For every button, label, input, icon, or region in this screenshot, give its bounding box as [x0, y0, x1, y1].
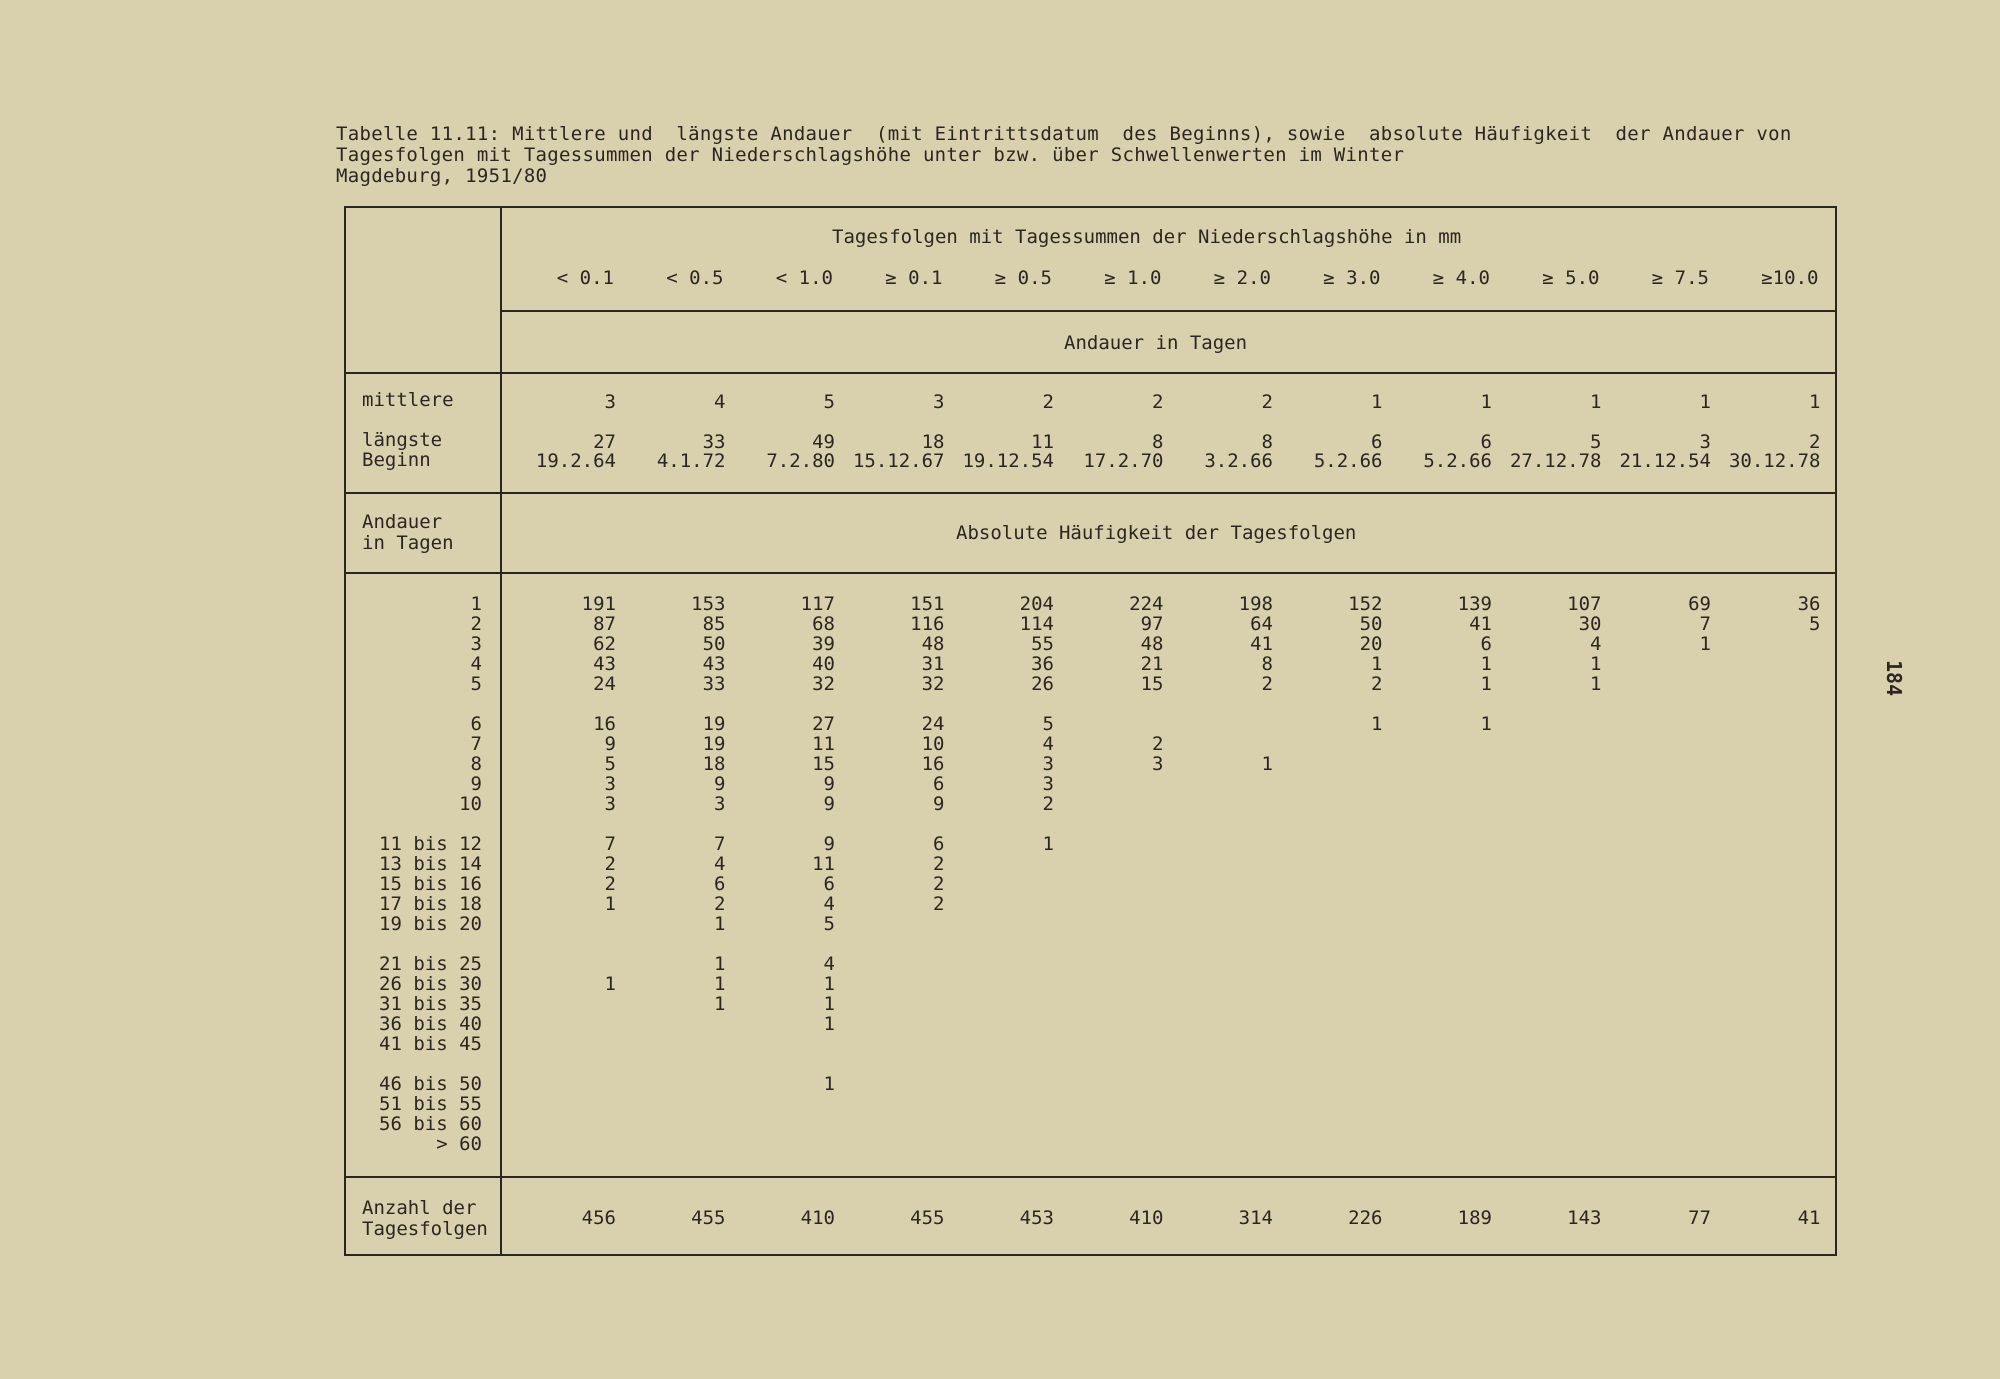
table-cell: 15 [812, 753, 835, 775]
mittlere-value: 2 [1261, 391, 1273, 413]
stats-divider [346, 492, 1835, 494]
total-value: 410 [800, 1207, 835, 1229]
duration-label: 5 [470, 673, 482, 695]
totals-label-2: Tagesfolgen [362, 1218, 488, 1240]
table-cell: 97 [1140, 613, 1164, 635]
total-value: 143 [1567, 1207, 1602, 1229]
laengste-value: 8 [1261, 431, 1273, 453]
table-cell: 3 [604, 773, 616, 795]
table-cell: 55 [1031, 633, 1054, 655]
beginn-value: 19.12.54 [962, 450, 1054, 472]
mittlere-value: 3 [604, 391, 616, 413]
table-cell: 198 [1238, 593, 1273, 615]
table-cell: 1 [604, 973, 616, 995]
table-cell: 87 [593, 613, 616, 635]
table-cell: 1 [1371, 713, 1383, 735]
table-cell: 3 [714, 793, 726, 815]
total-value: 410 [1129, 1207, 1164, 1229]
unit-title: Andauer in Tagen [1064, 332, 1248, 354]
table-cell: 2 [1371, 673, 1383, 695]
total-value: 226 [1348, 1207, 1383, 1229]
table-cell: 36 [1031, 653, 1054, 675]
column-header: ≥ 1.0 [1104, 267, 1162, 289]
table-cell: 43 [593, 653, 616, 675]
table-cell: 2 [933, 873, 945, 895]
table-cell: 24 [921, 713, 945, 735]
laengste-value: 27 [593, 431, 616, 453]
laengste-value: 6 [1480, 431, 1492, 453]
table-cell: 153 [691, 593, 726, 615]
beginn-value: 5.2.66 [1313, 450, 1383, 472]
table-cell: 5 [1809, 613, 1821, 635]
table-cell: 1 [714, 993, 726, 1015]
total-value: 41 [1797, 1207, 1821, 1229]
duration-label: 7 [470, 733, 482, 755]
table-cell: 152 [1348, 593, 1383, 615]
table-cell: 9 [714, 773, 726, 795]
table-cell: 1 [823, 1013, 835, 1035]
column-header: < 1.0 [775, 267, 833, 289]
laengste-value: 33 [702, 431, 726, 453]
table-cell: 204 [1019, 593, 1054, 615]
beginn-value: 27.12.78 [1509, 450, 1602, 472]
table-cell: 3 [604, 793, 616, 815]
table-cell: 1 [1480, 713, 1492, 735]
table-cell: 107 [1567, 593, 1602, 615]
table-cell: 114 [1019, 613, 1054, 635]
beginn-value: 19.2.64 [535, 450, 616, 472]
table-cell: 32 [921, 673, 945, 695]
total-value: 455 [910, 1207, 945, 1229]
totals-label-1: Anzahl der [362, 1197, 477, 1219]
duration-label: > 60 [436, 1133, 482, 1155]
table-cell: 11 [812, 853, 835, 875]
table-cell: 4 [1590, 633, 1602, 655]
duration-label: 56 bis 60 [379, 1113, 482, 1135]
data-table [344, 206, 1837, 1256]
table-cell: 50 [702, 633, 726, 655]
duration-label: 11 bis 12 [379, 833, 482, 855]
table-cell: 10 [921, 733, 945, 755]
table-cell: 3 [1042, 773, 1054, 795]
table-cell: 4 [1042, 733, 1054, 755]
column-header: ≥ 0.5 [994, 267, 1052, 289]
header-divider-2 [346, 372, 1835, 374]
freq-row-label-2: in Tagen [362, 532, 454, 554]
table-cell: 2 [933, 893, 945, 915]
freq-header-divider [346, 572, 1835, 574]
table-cell: 116 [910, 613, 945, 635]
table-cell: 5 [1042, 713, 1054, 735]
table-cell: 9 [604, 733, 616, 755]
table-cell: 19 [702, 733, 726, 755]
table-cell: 26 [1031, 673, 1054, 695]
table-cell: 4 [714, 853, 726, 875]
table-cell: 1 [1480, 653, 1492, 675]
beginn-value: 7.2.80 [766, 450, 835, 472]
mittlere-value: 1 [1590, 391, 1602, 413]
beginn-value: 15.12.67 [852, 450, 945, 472]
group-title: Tagesfolgen mit Tagessummen der Niederschlagshöhe in mm [832, 226, 1462, 248]
table-cell: 18 [702, 753, 726, 775]
table-cell: 5 [823, 913, 835, 935]
table-cell: 1 [1590, 653, 1602, 675]
table-cell: 7 [604, 833, 616, 855]
beginn-value: 3.2.66 [1204, 450, 1273, 472]
freq-row-label-1: Andauer [362, 511, 443, 533]
table-cell: 139 [1457, 593, 1492, 615]
table-cell: 2 [1152, 733, 1164, 755]
duration-label: 36 bis 40 [379, 1013, 482, 1035]
table-cell: 2 [604, 853, 616, 875]
table-cell: 4 [823, 893, 835, 915]
table-cell: 6 [933, 773, 945, 795]
beginn-value: 30.12.78 [1728, 450, 1821, 472]
total-value: 456 [581, 1207, 616, 1229]
duration-label: 51 bis 55 [379, 1093, 482, 1115]
total-value: 189 [1457, 1207, 1492, 1229]
totals-divider [346, 1176, 1835, 1178]
total-value: 77 [1688, 1207, 1711, 1229]
table-cell: 7 [714, 833, 726, 855]
mittlere-value: 1 [1699, 391, 1711, 413]
table-cell: 1 [714, 973, 726, 995]
mittlere-label: mittlere [362, 389, 454, 411]
mittlere-value: 4 [714, 391, 726, 413]
table-cell: 20 [1359, 633, 1383, 655]
total-value: 314 [1238, 1207, 1273, 1229]
laengste-value: 11 [1031, 431, 1054, 453]
duration-label: 31 bis 35 [379, 993, 482, 1015]
laengste-value: 2 [1809, 431, 1821, 453]
table-cell: 1 [1261, 753, 1273, 775]
table-cell: 41 [1250, 633, 1273, 655]
table-cell: 2 [1042, 793, 1054, 815]
page-number: 184 [1882, 660, 1906, 697]
table-cell: 16 [593, 713, 616, 735]
table-cell: 9 [823, 833, 835, 855]
header-divider-1 [500, 310, 1835, 312]
mittlere-value: 2 [1042, 391, 1054, 413]
table-cell: 41 [1469, 613, 1492, 635]
table-cell: 40 [812, 653, 835, 675]
duration-label: 4 [470, 653, 482, 675]
table-cell: 1 [604, 893, 616, 915]
laengste-value: 3 [1699, 431, 1711, 453]
beginn-value: 21.12.54 [1619, 450, 1711, 472]
table-cell: 68 [812, 613, 835, 635]
table-cell: 1 [823, 973, 835, 995]
table-cell: 33 [702, 673, 726, 695]
table-cell: 1 [1371, 653, 1383, 675]
total-value: 453 [1019, 1207, 1054, 1229]
table-cell: 2 [1261, 673, 1273, 695]
laengste-value: 18 [921, 431, 945, 453]
table-cell: 48 [921, 633, 945, 655]
column-header: ≥ 7.5 [1651, 267, 1709, 289]
table-cell: 5 [604, 753, 616, 775]
table-cell: 6 [714, 873, 726, 895]
table-cell: 62 [593, 633, 616, 655]
column-header: ≥ 3.0 [1323, 267, 1381, 289]
column-header: < 0.5 [666, 267, 724, 289]
table-cell: 31 [921, 653, 945, 675]
column-header: ≥ 2.0 [1213, 267, 1271, 289]
beginn-value: 17.2.70 [1083, 450, 1164, 472]
row-label-divider [500, 208, 502, 1254]
laengste-label: längste [362, 429, 443, 451]
table-cell: 21 [1140, 653, 1164, 675]
table-cell: 1 [1042, 833, 1054, 855]
table-cell: 36 [1797, 593, 1821, 615]
column-header: ≥ 0.1 [885, 267, 943, 289]
duration-label: 26 bis 30 [379, 973, 482, 995]
table-cell: 16 [921, 753, 945, 775]
table-cell: 43 [702, 653, 726, 675]
mittlere-value: 1 [1809, 391, 1821, 413]
total-value: 455 [691, 1207, 726, 1229]
table-cell: 30 [1578, 613, 1602, 635]
beginn-label: Beginn [362, 449, 431, 471]
table-cell: 224 [1129, 593, 1164, 615]
mittlere-value: 5 [823, 391, 835, 413]
table-cell: 1 [714, 913, 726, 935]
caption-line-3: Magdeburg, 1951/80 [336, 165, 548, 187]
table-cell: 9 [823, 793, 835, 815]
table-cell: 85 [702, 613, 726, 635]
freq-title: Absolute Häufigkeit der Tagesfolgen [956, 522, 1357, 544]
duration-label: 15 bis 16 [379, 873, 482, 895]
table-cell: 6 [823, 873, 835, 895]
table-cell: 1 [1590, 673, 1602, 695]
table-cell: 6 [1480, 633, 1492, 655]
beginn-value: 4.1.72 [656, 450, 726, 472]
table-cell: 117 [800, 593, 835, 615]
laengste-value: 49 [812, 431, 835, 453]
laengste-value: 8 [1152, 431, 1164, 453]
table-cell: 24 [593, 673, 616, 695]
table-cell: 39 [812, 633, 835, 655]
column-header: ≥ 5.0 [1542, 267, 1600, 289]
duration-label: 1 [470, 593, 482, 615]
table-cell: 2 [714, 893, 726, 915]
duration-label: 8 [470, 753, 482, 775]
table-cell: 8 [1261, 653, 1273, 675]
table-cell: 32 [812, 673, 835, 695]
duration-label: 10 [459, 793, 482, 815]
table-cell: 3 [1042, 753, 1054, 775]
table-cell: 151 [910, 593, 945, 615]
column-header: < 0.1 [556, 267, 614, 289]
table-cell: 9 [823, 773, 835, 795]
table-cell: 1 [823, 1073, 835, 1095]
table-cell: 2 [604, 873, 616, 895]
table-cell: 48 [1140, 633, 1164, 655]
table-cell: 11 [812, 733, 835, 755]
caption-line-1: Tabelle 11.11: Mittlere und längste Andauer (mit Eintrittsdatum des Beginns), sowie absolute Häufigkeit der Andauer von [336, 123, 1792, 145]
table-cell: 6 [933, 833, 945, 855]
mittlere-value: 3 [933, 391, 945, 413]
table-cell: 64 [1250, 613, 1273, 635]
mittlere-value: 1 [1480, 391, 1492, 413]
table-cell: 2 [933, 853, 945, 875]
beginn-value: 5.2.66 [1423, 450, 1492, 472]
column-header: ≥ 4.0 [1432, 267, 1490, 289]
table-cell: 27 [812, 713, 835, 735]
mittlere-value: 2 [1152, 391, 1164, 413]
duration-label: 17 bis 18 [379, 893, 482, 915]
table-cell: 1 [1480, 673, 1492, 695]
duration-label: 21 bis 25 [379, 953, 482, 975]
table-cell: 191 [581, 593, 616, 615]
laengste-value: 6 [1371, 431, 1383, 453]
duration-label: 41 bis 45 [379, 1033, 482, 1055]
table-cell: 15 [1140, 673, 1164, 695]
mittlere-value: 1 [1371, 391, 1383, 413]
duration-label: 46 bis 50 [379, 1073, 482, 1095]
duration-label: 6 [470, 713, 482, 735]
table-cell: 1 [1699, 633, 1711, 655]
table-cell: 1 [823, 993, 835, 1015]
table-cell: 69 [1688, 593, 1711, 615]
duration-label: 9 [470, 773, 482, 795]
table-caption [336, 124, 1936, 187]
table-cell: 3 [1152, 753, 1164, 775]
column-header: ≥10.0 [1761, 267, 1819, 289]
table-cell: 1 [714, 953, 726, 975]
caption-line-2: Tagesfolgen mit Tagessummen der Niederschlagshöhe unter bzw. über Schwellenwerten im Winter [336, 144, 1405, 166]
duration-label: 3 [470, 633, 482, 655]
duration-label: 2 [470, 613, 482, 635]
table-cell: 4 [823, 953, 835, 975]
duration-label: 19 bis 20 [379, 913, 482, 935]
table-cell: 7 [1699, 613, 1711, 635]
laengste-value: 5 [1590, 431, 1602, 453]
table-cell: 9 [933, 793, 945, 815]
duration-label: 13 bis 14 [379, 853, 482, 875]
table-cell: 19 [702, 713, 726, 735]
table-cell: 50 [1359, 613, 1383, 635]
